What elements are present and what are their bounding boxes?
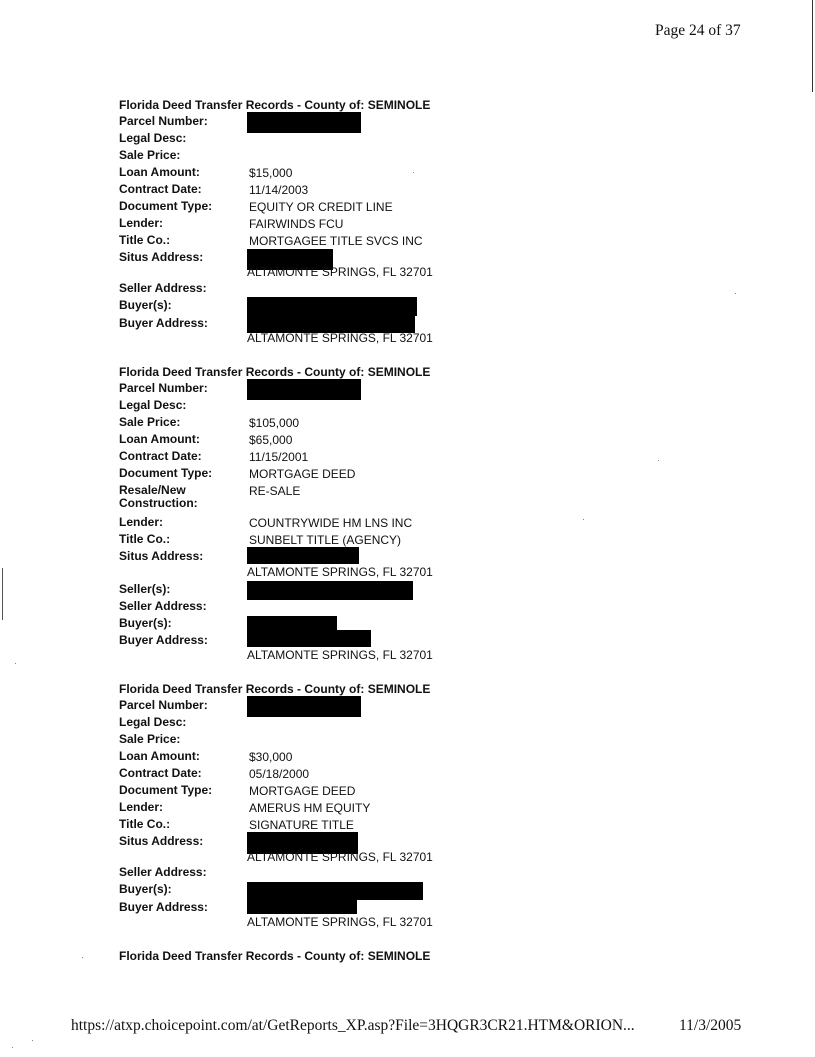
field-value: $105,000 (249, 416, 300, 430)
field-label-line-1: Resale/New (119, 483, 186, 497)
field-label: Buyer(s): (119, 882, 172, 896)
redaction-box (247, 547, 359, 564)
field-label-line-2: Construction: (119, 496, 198, 510)
field-label: Loan Amount: (119, 165, 200, 179)
field-value: MORTGAGE DEED (249, 467, 356, 481)
field-label: Loan Amount: (119, 749, 200, 763)
record-title: Florida Deed Transfer Records - County of: SEMINOLE (119, 98, 431, 112)
redaction-box (247, 379, 361, 400)
record-title: Florida Deed Transfer Records - County of: SEMINOLE (119, 365, 431, 379)
redaction-box (247, 630, 371, 647)
field-value: EQUITY OR CREDIT LINE (249, 200, 393, 214)
field-label: Lender: (119, 800, 164, 814)
field-label: Sale Price: (119, 415, 181, 429)
scan-speck (15, 663, 16, 664)
field-label: Document Type: (119, 199, 213, 213)
record-title: Florida Deed Transfer Records - County of: SEMINOLE (119, 949, 431, 963)
situs-city: ALTAMONTE SPRINGS, FL 32701 (247, 565, 433, 579)
field-value: RE-SALE (249, 484, 301, 498)
redaction-box (247, 581, 413, 600)
field-value: 11/15/2001 (249, 450, 309, 464)
redaction-box (247, 882, 423, 900)
field-label: Buyer Address: (119, 316, 208, 330)
field-value: FAIRWINDS FCU (249, 217, 344, 231)
field-label: Seller Address: (119, 865, 207, 879)
field-label: Document Type: (119, 783, 213, 797)
field-label: Title Co.: (119, 817, 171, 831)
record-title: Florida Deed Transfer Records - County of: SEMINOLE (119, 682, 431, 696)
scan-speck (735, 293, 736, 294)
field-value: SIGNATURE TITLE (249, 818, 354, 832)
scan-speck (12, 1047, 13, 1048)
field-label: Legal Desc: (119, 131, 187, 145)
field-label: Buyer(s): (119, 298, 172, 312)
field-value: 05/18/2000 (249, 767, 310, 781)
redaction-box (247, 899, 357, 914)
left-edge-rule (2, 568, 3, 620)
buyer-city: ALTAMONTE SPRINGS, FL 32701 (247, 331, 433, 345)
field-label: Lender: (119, 216, 164, 230)
field-label: Legal Desc: (119, 715, 187, 729)
right-edge-rule (812, 0, 813, 92)
page-number: Page 24 of 37 (655, 22, 741, 39)
scan-speck (413, 172, 414, 173)
field-label: Lender: (119, 515, 164, 529)
field-label: Buyer Address: (119, 900, 208, 914)
field-label: Buyer Address: (119, 633, 208, 647)
redaction-box (247, 696, 361, 717)
field-label: Loan Amount: (119, 432, 200, 446)
field-label: Title Co.: (119, 233, 171, 247)
redaction-box (247, 297, 417, 316)
field-label: Seller Address: (119, 599, 207, 613)
scan-speck (583, 519, 584, 520)
field-label: Seller Address: (119, 281, 207, 295)
field-label: Sale Price: (119, 732, 181, 746)
field-value: MORTGAGEE TITLE SVCS INC (249, 234, 423, 248)
field-label: Seller(s): (119, 582, 171, 596)
field-label: Contract Date: (119, 449, 202, 463)
field-value: MORTGAGE DEED (249, 784, 356, 798)
footer-url: https://atxp.choicepoint.com/at/GetReports_XP.asp?File=3HQGR3CR21.HTM&ORION... (71, 1017, 635, 1034)
field-label: Document Type: (119, 466, 213, 480)
field-value: $15,000 (249, 166, 293, 180)
field-label: Legal Desc: (119, 398, 187, 412)
field-label: Sale Price: (119, 148, 181, 162)
field-label: Title Co.: (119, 532, 171, 546)
field-label: Parcel Number: (119, 114, 208, 128)
field-label: Parcel Number: (119, 381, 208, 395)
scan-speck (658, 460, 659, 461)
field-label: Buyer(s): (119, 616, 172, 630)
field-label: Situs Address: (119, 834, 204, 848)
situs-city: ALTAMONTE SPRINGS, FL 32701 (247, 265, 433, 279)
redaction-box (247, 112, 361, 133)
field-label (119, 484, 198, 510)
footer-date: 11/3/2005 (679, 1017, 742, 1034)
scan-speck (82, 957, 83, 958)
field-label: Situs Address: (119, 549, 204, 563)
field-value: $65,000 (249, 433, 293, 447)
field-value: SUNBELT TITLE (AGENCY) (249, 533, 402, 547)
field-label: Contract Date: (119, 766, 202, 780)
buyer-city: ALTAMONTE SPRINGS, FL 32701 (247, 648, 433, 662)
field-value: $30,000 (249, 750, 293, 764)
situs-city: ALTAMONTE SPRINGS, FL 32701 (247, 850, 433, 864)
buyer-city: ALTAMONTE SPRINGS, FL 32701 (247, 915, 433, 929)
field-label: Contract Date: (119, 182, 202, 196)
field-value: 11/14/2003 (249, 183, 309, 197)
field-label: Situs Address: (119, 250, 204, 264)
scan-speck (32, 1040, 33, 1041)
field-value: AMERUS HM EQUITY (249, 801, 371, 815)
field-value: COUNTRYWIDE HM LNS INC (249, 516, 413, 530)
field-label: Parcel Number: (119, 698, 208, 712)
